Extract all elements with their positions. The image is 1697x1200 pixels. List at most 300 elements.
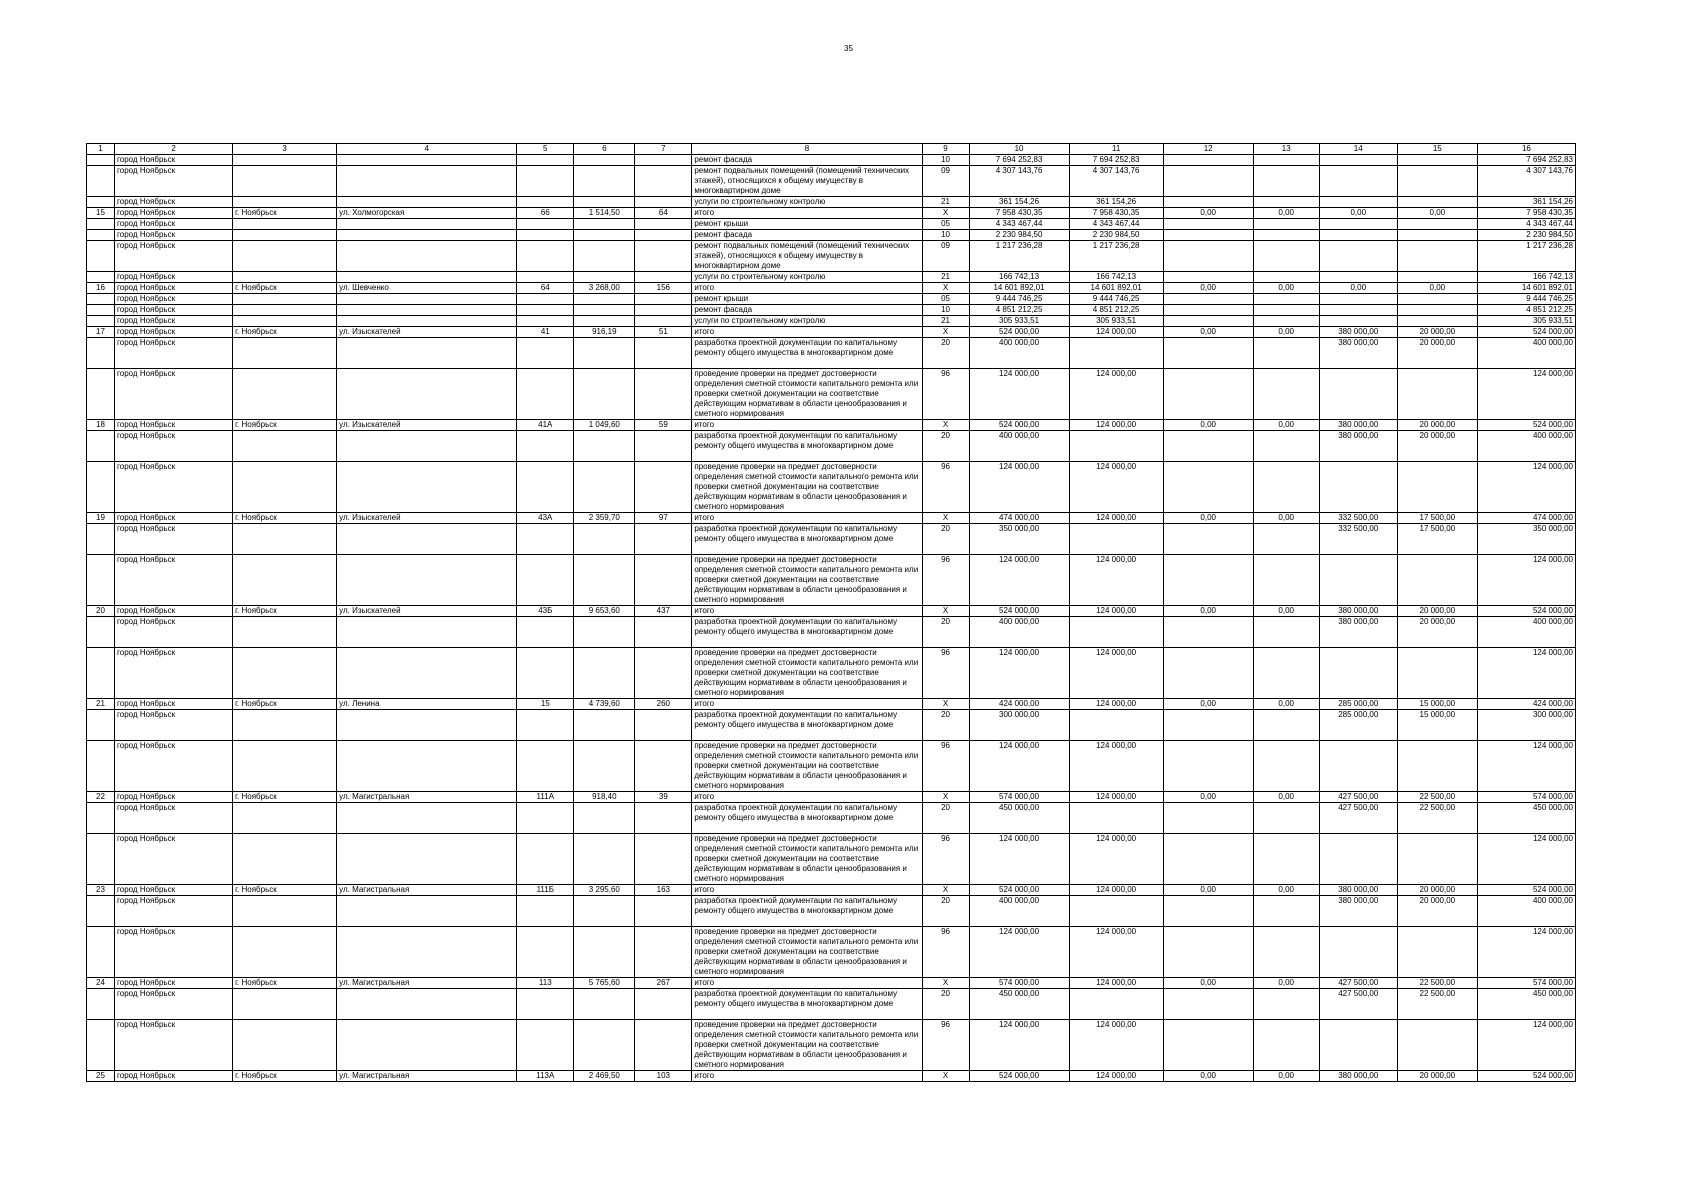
table-row [87, 294, 1576, 305]
table-cell [1163, 803, 1253, 834]
table-cell [233, 294, 337, 305]
table-cell [1397, 316, 1477, 327]
table-cell: 300 000,00 [1477, 710, 1575, 741]
table-cell [233, 316, 337, 327]
table-cell: 380 000,00 [1319, 896, 1397, 927]
table-cell [635, 834, 692, 885]
table-cell: 20 [922, 896, 969, 927]
table-cell: 0,00 [1163, 606, 1253, 617]
table-cell: 1 049,60 [574, 420, 635, 431]
table-cell [574, 741, 635, 792]
table-cell [1253, 834, 1319, 885]
table-cell: X [922, 885, 969, 896]
table-cell: 400 000,00 [969, 617, 1069, 648]
table-cell [233, 1020, 337, 1071]
table-cell [635, 431, 692, 462]
table-cell: X [922, 1071, 969, 1082]
table-cell: город Ноябрьск [115, 431, 233, 462]
table-cell [1253, 155, 1319, 166]
table-cell [1163, 741, 1253, 792]
table-cell: 124 000,00 [1069, 369, 1163, 420]
table-cell [517, 155, 574, 166]
table-cell [87, 524, 115, 555]
table-cell: 305 933,51 [969, 316, 1069, 327]
table-cell [87, 1020, 115, 1071]
table-cell: 524 000,00 [969, 1071, 1069, 1082]
table-cell: 124 000,00 [969, 834, 1069, 885]
table-cell: 305 933,51 [1069, 316, 1163, 327]
table-cell [87, 803, 115, 834]
table-cell: 0,00 [1163, 1071, 1253, 1082]
table-cell: разработка проектной документации по капитальному ремонту общего имущества в многоквартирном доме [692, 338, 922, 369]
table-cell: 427 500,00 [1319, 989, 1397, 1020]
table-cell [87, 369, 115, 420]
table-cell: 124 000,00 [969, 648, 1069, 699]
table-cell [337, 462, 517, 513]
table-cell: 2 359,70 [574, 513, 635, 524]
table-cell [1253, 710, 1319, 741]
table-cell [574, 617, 635, 648]
table-row [87, 606, 1576, 617]
table-cell: ремонт крыши [692, 219, 922, 230]
table-cell: 09 [922, 241, 969, 272]
table-cell: город Ноябрьск [115, 155, 233, 166]
table-cell [635, 219, 692, 230]
table-cell: итого [692, 699, 922, 710]
table-cell [574, 648, 635, 699]
table-cell: 3 295,60 [574, 885, 635, 896]
column-header-12: 12 [1163, 144, 1253, 155]
table-cell: город Ноябрьск [115, 230, 233, 241]
table-cell [233, 197, 337, 208]
table-cell: 22 [87, 792, 115, 803]
column-header-8: 8 [692, 144, 922, 155]
table-cell [1319, 305, 1397, 316]
table-cell: 05 [922, 294, 969, 305]
table-cell [635, 1020, 692, 1071]
table-cell [1163, 338, 1253, 369]
table-row [87, 327, 1576, 338]
table-cell: итого [692, 792, 922, 803]
table-cell [635, 230, 692, 241]
table-cell: услуги по строительному контролю [692, 272, 922, 283]
table-row [87, 989, 1576, 1020]
table-cell: ул. Магистральная [337, 885, 517, 896]
table-cell: итого [692, 513, 922, 524]
table-cell [1163, 1020, 1253, 1071]
table-row [87, 338, 1576, 369]
table-cell: город Ноябрьск [115, 710, 233, 741]
table-cell: 574 000,00 [1477, 792, 1575, 803]
table-cell: 19 [87, 513, 115, 524]
table-cell: 124 000,00 [1069, 1071, 1163, 1082]
table-cell [1163, 927, 1253, 978]
table-row [87, 155, 1576, 166]
table-cell: 20 [922, 338, 969, 369]
table-cell: 96 [922, 741, 969, 792]
table-cell: 0,00 [1163, 283, 1253, 294]
table-cell: г. Ноябрьск [233, 513, 337, 524]
table-cell: 4 343 467,44 [969, 219, 1069, 230]
table-cell: услуги по строительному контролю [692, 316, 922, 327]
table-cell [1397, 166, 1477, 197]
table-cell [337, 617, 517, 648]
column-header-15: 15 [1397, 144, 1477, 155]
table-cell [233, 741, 337, 792]
table-cell [635, 803, 692, 834]
table-cell: 7 958 430,35 [1069, 208, 1163, 219]
table-cell [1163, 555, 1253, 606]
table-cell: г. Ноябрьск [233, 606, 337, 617]
table-cell: 2 230 984,50 [1069, 230, 1163, 241]
table-cell [87, 555, 115, 606]
table-cell: город Ноябрьск [115, 885, 233, 896]
table-row [87, 699, 1576, 710]
table-cell: г. Ноябрьск [233, 792, 337, 803]
table-cell [574, 230, 635, 241]
table-cell [517, 338, 574, 369]
table-cell: 450 000,00 [1477, 803, 1575, 834]
table-cell: город Ноябрьск [115, 896, 233, 927]
table-cell: 1 217 236,28 [1477, 241, 1575, 272]
table-row [87, 885, 1576, 896]
table-cell: 124 000,00 [1069, 648, 1163, 699]
table-cell: 20 000,00 [1397, 885, 1477, 896]
table-cell: 96 [922, 369, 969, 420]
table-cell: 4 851 212,25 [969, 305, 1069, 316]
table-cell: 2 230 984,50 [969, 230, 1069, 241]
column-header-2: 2 [115, 144, 233, 155]
table-cell [337, 1020, 517, 1071]
table-cell: 103 [635, 1071, 692, 1082]
table-cell: 20 000,00 [1397, 1071, 1477, 1082]
column-header-13: 13 [1253, 144, 1319, 155]
table-cell [1163, 219, 1253, 230]
table-cell [574, 1020, 635, 1071]
table-cell: 380 000,00 [1319, 338, 1397, 369]
table-cell [1397, 294, 1477, 305]
table-cell [1397, 927, 1477, 978]
table-cell: 20 000,00 [1397, 338, 1477, 369]
table-cell: 350 000,00 [1477, 524, 1575, 555]
table-cell [574, 431, 635, 462]
table-cell: X [922, 283, 969, 294]
table-cell [1069, 617, 1163, 648]
table-cell: 21 [87, 699, 115, 710]
table-cell [635, 896, 692, 927]
table-cell: 7 958 430,35 [969, 208, 1069, 219]
table-cell [1253, 524, 1319, 555]
table-cell: город Ноябрьск [115, 792, 233, 803]
table-cell [337, 648, 517, 699]
table-cell: 7 694 252,83 [1477, 155, 1575, 166]
table-cell [1319, 648, 1397, 699]
table-cell [337, 155, 517, 166]
table-cell: ул. Магистральная [337, 978, 517, 989]
table-cell: 124 000,00 [1069, 420, 1163, 431]
table-cell: 450 000,00 [969, 989, 1069, 1020]
table-cell [87, 710, 115, 741]
table-row [87, 420, 1576, 431]
table-cell [517, 555, 574, 606]
table-cell: город Ноябрьск [115, 699, 233, 710]
table-cell [1319, 316, 1397, 327]
table-cell [1319, 241, 1397, 272]
table-cell: 524 000,00 [1477, 327, 1575, 338]
table-cell [1069, 710, 1163, 741]
table-cell: город Ноябрьск [115, 524, 233, 555]
table-cell: 23 [87, 885, 115, 896]
table-cell [1253, 989, 1319, 1020]
table-cell: город Ноябрьск [115, 272, 233, 283]
table-row [87, 208, 1576, 219]
table-cell [574, 155, 635, 166]
table-cell: ремонт подвальных помещений (помещений технических этажей), относящихся к общему имуществу в многоквартирном доме [692, 166, 922, 197]
table-cell [635, 927, 692, 978]
table-cell: 124 000,00 [1477, 927, 1575, 978]
table-cell: г. Ноябрьск [233, 208, 337, 219]
table-cell [87, 230, 115, 241]
table-cell [1069, 524, 1163, 555]
table-cell: X [922, 208, 969, 219]
table-cell [337, 305, 517, 316]
table-cell: 66 [517, 208, 574, 219]
table-cell [635, 648, 692, 699]
table-cell: 450 000,00 [969, 803, 1069, 834]
table-cell: 14 601 892,01 [1069, 283, 1163, 294]
table-cell: итого [692, 420, 922, 431]
table-cell [574, 369, 635, 420]
table-cell [337, 272, 517, 283]
table-cell: 59 [635, 420, 692, 431]
table-cell: ул. Изыскателей [337, 513, 517, 524]
table-cell: итого [692, 327, 922, 338]
table-cell: 4 343 467,44 [1069, 219, 1163, 230]
table-cell: город Ноябрьск [115, 338, 233, 369]
table-cell: 2 469,50 [574, 1071, 635, 1082]
table-cell [1253, 617, 1319, 648]
table-cell: ремонт подвальных помещений (помещений технических этажей), относящихся к общему имуществу в многоквартирном доме [692, 241, 922, 272]
table-cell [337, 369, 517, 420]
table-cell: разработка проектной документации по капитальному ремонту общего имущества в многоквартирном доме [692, 617, 922, 648]
table-cell [1163, 316, 1253, 327]
table-cell: город Ноябрьск [115, 305, 233, 316]
table-cell: 25 [87, 1071, 115, 1082]
table-cell: 380 000,00 [1319, 606, 1397, 617]
table-cell: 20 [87, 606, 115, 617]
table-cell [574, 555, 635, 606]
table-cell: 380 000,00 [1319, 420, 1397, 431]
table-cell [574, 524, 635, 555]
table-cell: 918,40 [574, 792, 635, 803]
table-cell: 64 [635, 208, 692, 219]
table-cell: 400 000,00 [969, 896, 1069, 927]
table-cell: 4 343 467,44 [1477, 219, 1575, 230]
table-cell: 18 [87, 420, 115, 431]
table-cell: 24 [87, 978, 115, 989]
table-cell: 427 500,00 [1319, 792, 1397, 803]
table-row [87, 896, 1576, 927]
table-cell: 124 000,00 [1069, 885, 1163, 896]
table-cell [87, 834, 115, 885]
table-cell [1397, 219, 1477, 230]
table-cell [87, 741, 115, 792]
table-cell [87, 155, 115, 166]
table-cell: разработка проектной документации по капитальному ремонту общего имущества в многоквартирном доме [692, 896, 922, 927]
table-cell: 267 [635, 978, 692, 989]
table-cell: ул. Ленина [337, 699, 517, 710]
table-cell: 260 [635, 699, 692, 710]
table-cell: ул. Изыскателей [337, 606, 517, 617]
table-cell [233, 710, 337, 741]
table-cell [1397, 834, 1477, 885]
table-cell [635, 989, 692, 1020]
table-cell: город Ноябрьск [115, 617, 233, 648]
table-row [87, 241, 1576, 272]
table-cell [1253, 305, 1319, 316]
table-cell: 474 000,00 [1477, 513, 1575, 524]
table-cell: 437 [635, 606, 692, 617]
table-cell [1253, 294, 1319, 305]
table-cell: разработка проектной документации по капитальному ремонту общего имущества в многоквартирном доме [692, 803, 922, 834]
table-cell: итого [692, 885, 922, 896]
table-cell [233, 230, 337, 241]
table-cell [87, 316, 115, 327]
table-cell [1253, 369, 1319, 420]
table-cell [1397, 230, 1477, 241]
table-cell: 16 [87, 283, 115, 294]
table-cell [635, 272, 692, 283]
table-cell: город Ноябрьск [115, 166, 233, 197]
table-cell: 124 000,00 [1069, 606, 1163, 617]
table-cell: 524 000,00 [969, 327, 1069, 338]
table-row [87, 283, 1576, 294]
column-header-3: 3 [233, 144, 337, 155]
table-cell: проведение проверки на предмет достоверности определения сметной стоимости капитального ремонта или проверки сметной документации на соответствие действующим нормативам в области ценообразования и сметного нормирования [692, 462, 922, 513]
table-cell [635, 166, 692, 197]
table-cell: 111Б [517, 885, 574, 896]
table-cell [337, 896, 517, 927]
table-cell: 427 500,00 [1319, 803, 1397, 834]
table-cell [517, 316, 574, 327]
table-cell [1253, 230, 1319, 241]
table-cell [1397, 197, 1477, 208]
table-cell: 43А [517, 513, 574, 524]
table-cell: X [922, 978, 969, 989]
table-cell [1253, 316, 1319, 327]
table-cell [1397, 369, 1477, 420]
table-cell: 17 500,00 [1397, 513, 1477, 524]
column-header-5: 5 [517, 144, 574, 155]
table-cell [574, 294, 635, 305]
table-cell: 10 [922, 230, 969, 241]
table-cell: 96 [922, 555, 969, 606]
table-cell: 524 000,00 [969, 420, 1069, 431]
table-cell [574, 197, 635, 208]
table-cell: итого [692, 208, 922, 219]
table-cell [87, 197, 115, 208]
table-row [87, 166, 1576, 197]
table-cell: 0,00 [1397, 208, 1477, 219]
table-cell: 20 [922, 431, 969, 462]
table-cell: 156 [635, 283, 692, 294]
table-cell [1163, 989, 1253, 1020]
table-cell: проведение проверки на предмет достоверности определения сметной стоимости капитального ремонта или проверки сметной документации на соответствие действующим нормативам в области ценообразования и сметного нормирования [692, 741, 922, 792]
table-cell [1163, 617, 1253, 648]
table-cell: 20 000,00 [1397, 896, 1477, 927]
table-cell [1163, 524, 1253, 555]
table-cell: 96 [922, 1020, 969, 1071]
table-cell [1253, 648, 1319, 699]
table-cell: 96 [922, 648, 969, 699]
table-cell: 43Б [517, 606, 574, 617]
table-cell: 124 000,00 [1477, 648, 1575, 699]
table-cell: 9 444 746,25 [969, 294, 1069, 305]
table-cell: 0,00 [1163, 885, 1253, 896]
table-cell [337, 431, 517, 462]
table-cell: итого [692, 978, 922, 989]
table-cell [517, 524, 574, 555]
table-cell: ремонт фасада [692, 230, 922, 241]
table-cell: город Ноябрьск [115, 241, 233, 272]
table-cell [337, 989, 517, 1020]
table-cell: 124 000,00 [1069, 927, 1163, 978]
table-cell [517, 431, 574, 462]
table-cell: ул. Изыскателей [337, 420, 517, 431]
table-cell: 361 154,26 [969, 197, 1069, 208]
table-cell: 0,00 [1253, 792, 1319, 803]
table-cell [87, 617, 115, 648]
table-cell [1319, 927, 1397, 978]
table-cell [233, 166, 337, 197]
table-cell [1397, 305, 1477, 316]
table-cell: 4 307 143,76 [1477, 166, 1575, 197]
table-cell: 427 500,00 [1319, 978, 1397, 989]
table-cell: 380 000,00 [1319, 431, 1397, 462]
table-cell [1163, 369, 1253, 420]
table-cell: 0,00 [1163, 699, 1253, 710]
table-cell: г. Ноябрьск [233, 978, 337, 989]
table-cell: X [922, 606, 969, 617]
table-cell [233, 369, 337, 420]
table-cell: 124 000,00 [1477, 1020, 1575, 1071]
table-cell [1319, 369, 1397, 420]
table-cell: 22 500,00 [1397, 989, 1477, 1020]
table-cell: 22 500,00 [1397, 803, 1477, 834]
table-cell [635, 241, 692, 272]
table-cell: 400 000,00 [969, 338, 1069, 369]
table-cell: 285 000,00 [1319, 699, 1397, 710]
table-cell [517, 803, 574, 834]
table-cell [574, 305, 635, 316]
table-cell: 163 [635, 885, 692, 896]
table-cell [1397, 741, 1477, 792]
table-cell: 0,00 [1253, 699, 1319, 710]
table-cell [337, 230, 517, 241]
table-cell: 124 000,00 [1069, 834, 1163, 885]
table-cell: г. Ноябрьск [233, 327, 337, 338]
table-cell: 20 000,00 [1397, 327, 1477, 338]
table-cell: 4 851 212,25 [1477, 305, 1575, 316]
table-cell: 14 601 892,01 [969, 283, 1069, 294]
table-cell [635, 462, 692, 513]
table-cell: ремонт фасада [692, 155, 922, 166]
table-cell [233, 155, 337, 166]
column-header-6: 6 [574, 144, 635, 155]
table-cell: 0,00 [1163, 327, 1253, 338]
table-cell [1163, 305, 1253, 316]
table-row [87, 803, 1576, 834]
